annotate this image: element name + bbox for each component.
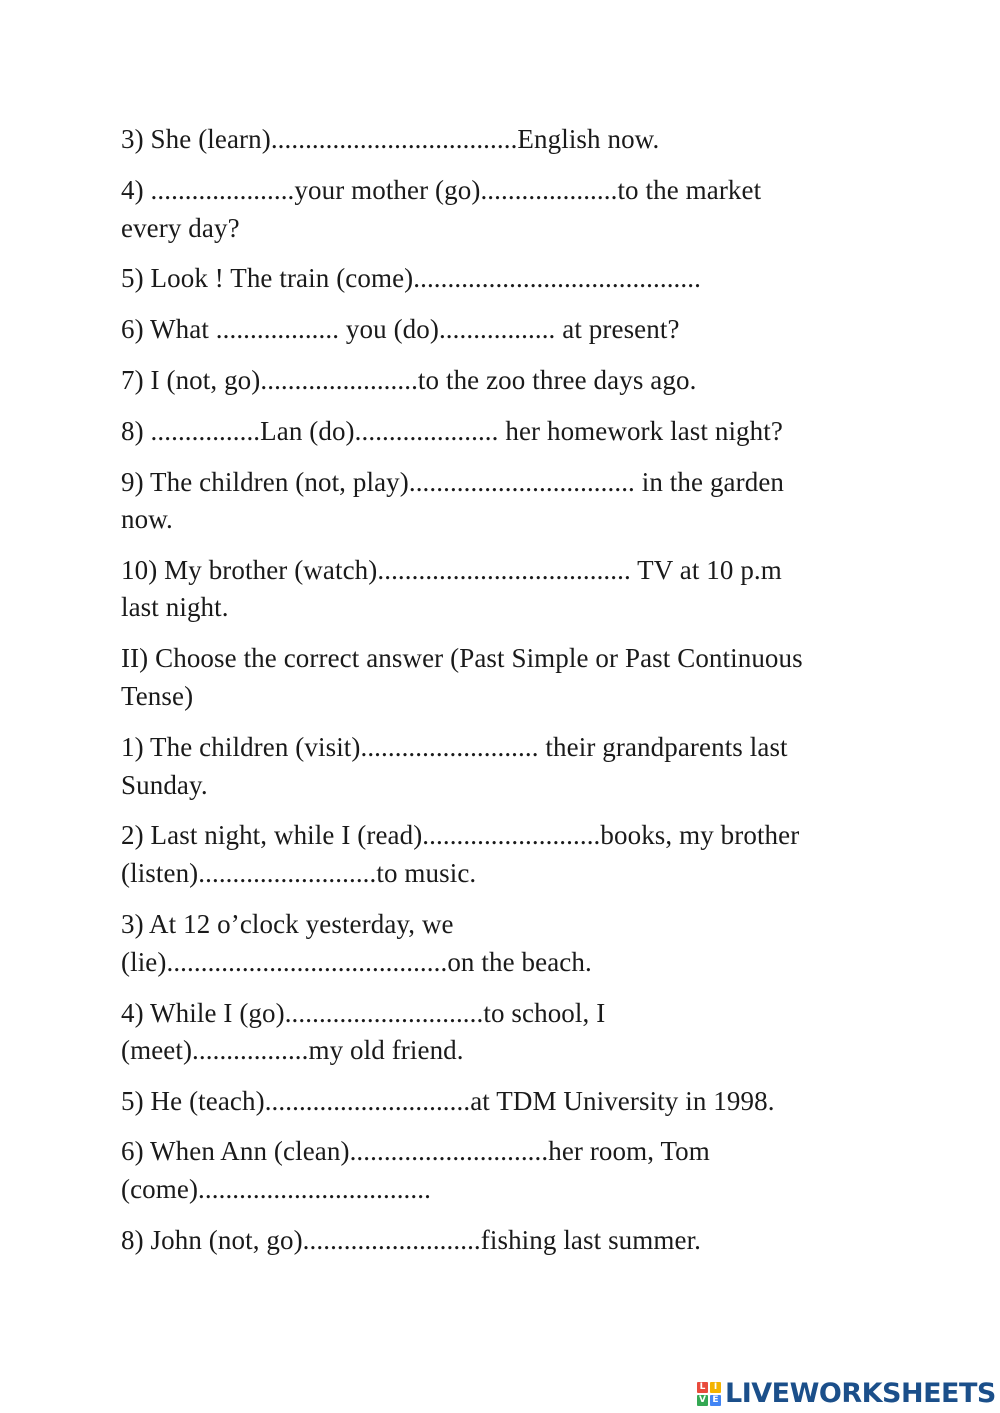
exercise-line: 9) The children (not, play)................................. in the garden [121,467,785,497]
logo-mark-letter: I [710,1382,721,1393]
exercise-line-continued: now. [121,504,173,534]
exercise-line: 10) My brother (watch)..................................... TV at 10 p.m [121,555,782,585]
liveworksheets-logo-icon [697,1382,721,1406]
section-heading-continued: Tense) [121,681,194,711]
exercise-line: 7) I (not, go).......................to the zoo three days ago. [121,365,697,395]
exercise-line: 5) He (teach)..............................at TDM University in 1998. [121,1086,775,1116]
exercise-line-continued: (come).................................. [121,1174,431,1204]
section-heading: II) Choose the correct answer (Past Simple or Past Continuous [121,643,803,673]
exercise-line: 3) She (learn)....................................English now. [121,124,660,154]
exercise-line: 4) .....................your mother (go)....................to the market [121,175,762,205]
logo-mark-letter: E [710,1395,721,1406]
exercise-line: 5) Look ! The train (come).......................................... [121,263,701,293]
exercise-line: 4) While I (go).............................to school, I [121,998,606,1028]
exercise-line-continued: (meet).................my old friend. [121,1035,464,1065]
exercise-line-continued: last night. [121,592,229,622]
exercise-line: 8) John (not, go)..........................fishing last summer. [121,1225,702,1255]
exercise-line-continued: (lie).........................................on the beach. [121,947,592,977]
logo-wordmark: LIVEWORKSHEETS [725,1378,996,1409]
exercise-line-continued: every day? [121,213,240,243]
exercise-line: 6) When Ann (clean).............................her room, Tom [121,1136,710,1166]
exercise-line: 6) What .................. you (do)................. at present? [121,314,680,344]
logo-mark-letter: V [697,1395,708,1406]
exercise-line: 2) Last night, while I (read)..........................books, my brother [121,820,800,850]
liveworksheets-logo [697,1377,996,1411]
logo-mark-letter: L [697,1382,708,1393]
exercise-line: 8) ................Lan (do)..................... her homework last night? [121,416,783,446]
exercise-line-continued: (listen)..........................to music. [121,858,477,888]
exercise-line-continued: Sunday. [121,770,208,800]
exercise-line: 1) The children (visit).......................... their grandparents last [121,732,788,762]
exercise-line: 3) At 12 o’clock yesterday, we [121,909,454,939]
